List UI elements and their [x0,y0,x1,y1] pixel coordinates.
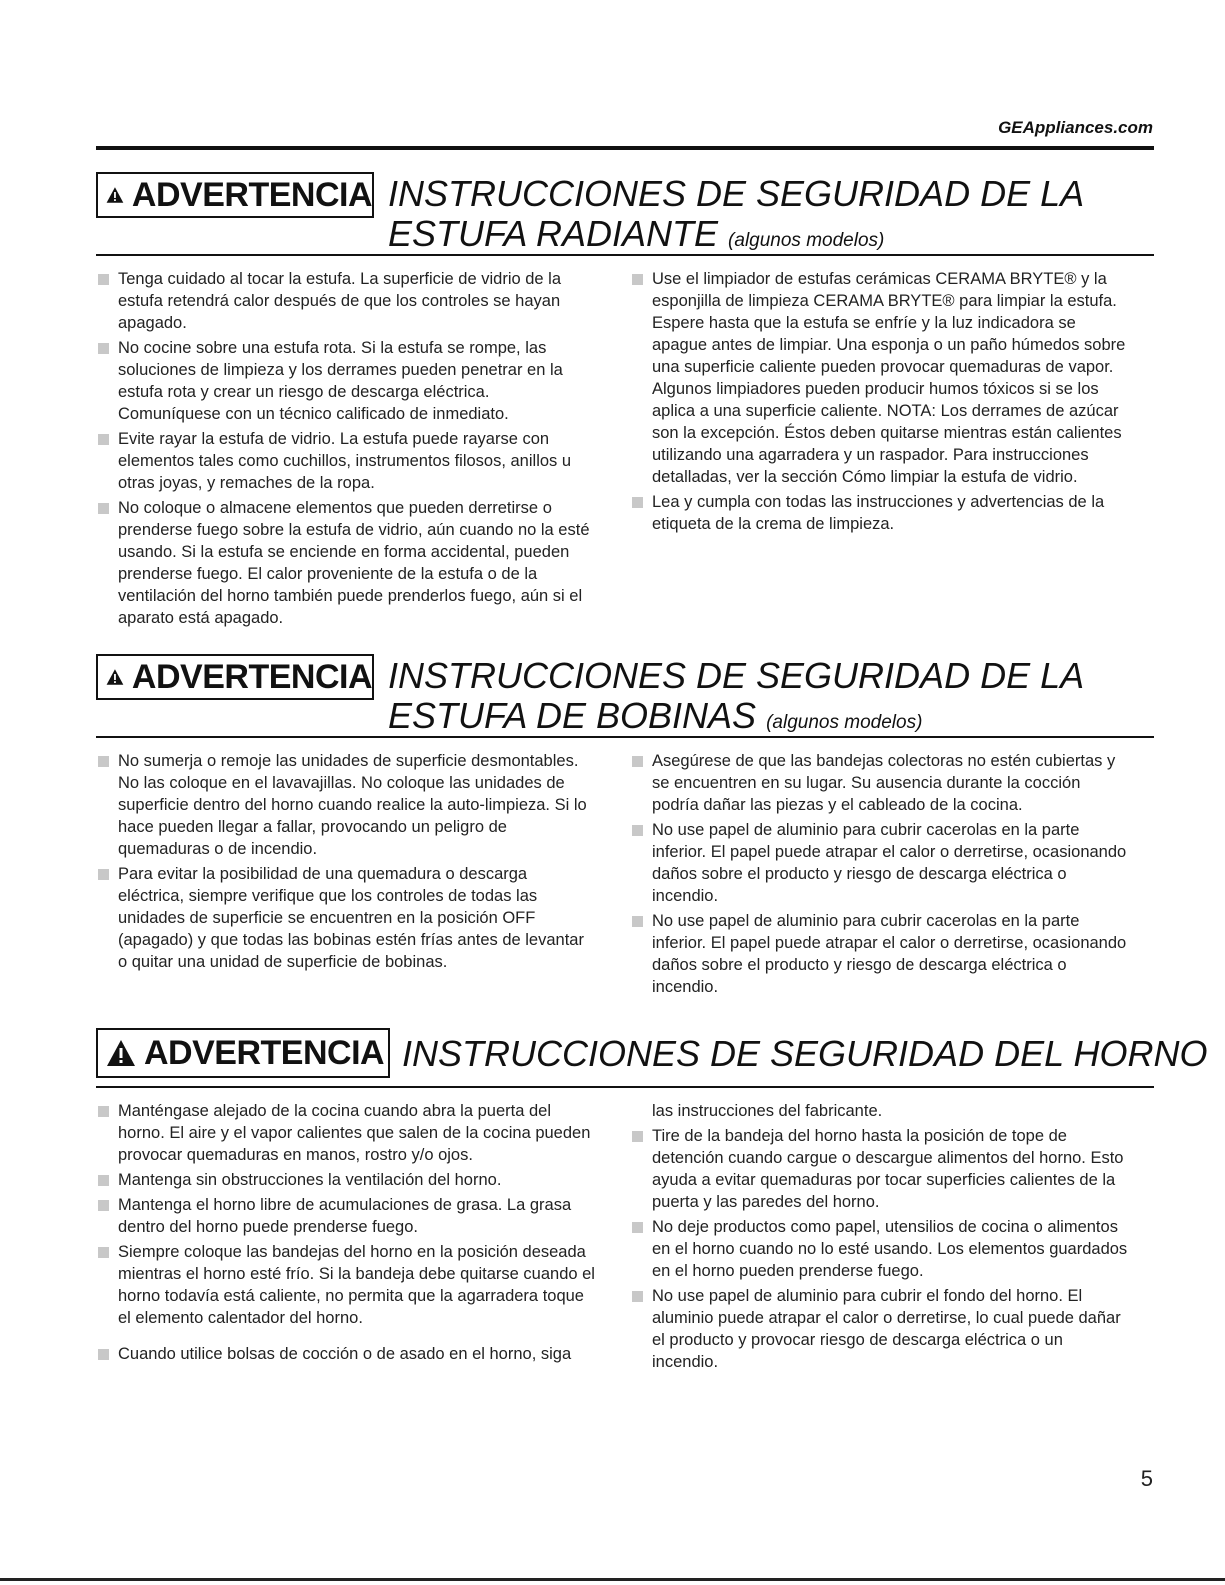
list-item: Use el limpiador de estufas cerámicas CERAMA BRYTE® y la esponjilla de limpieza CERAMA BRYTE® para limpiar la estufa. Espere hasta que la estufa se enfríe y la luz indicadora se apague antes de limpiar. Una esponja o un paño húmedos sobre una superficie caliente pueden provocar quemaduras de vapor. Algunos limpiadores pueden producir humos tóxicos si se los aplica a una superficie caliente. NOTA: Los derrames de azúcar son la excepción. Éstos deben quitarse mientras están calientes utilizando una agarradera y un raspador. Para instrucciones detalladas, ver la sección Cómo limpiar la estufa de vidrio. [630,268,1130,488]
bullet-icon [632,756,643,767]
bullet-icon [98,1200,109,1211]
warning-box [96,654,374,700]
site-url: GEAppliances.com [998,118,1153,137]
list-item: No cocine sobre una estufa rota. Si la estufa se rompe, las soluciones de limpieza y los derrames pueden penetrar en la estufa rota y crear un riesgo de descarga eléctrica. Comuníquese con un técnico calificado de inmediato. [96,337,596,425]
bullet-icon [98,274,109,285]
section-radiant [96,168,1154,638]
section-rule [96,254,1154,256]
bullet-icon [98,869,109,880]
section-coil [96,650,1154,1010]
bullet-icon [98,503,109,514]
warning-label: ADVERTENCIA [131,657,372,696]
list-item: Lea y cumpla con todas las instrucciones y advertencias de la etiqueta de la crema de limpieza. [630,491,1130,535]
section-rule [96,736,1154,738]
list-item: No use papel de aluminio para cubrir cacerolas en la parte inferior. El papel puede atrapar el calor o derretirse, ocasionando daños sobre el producto y riesgo de descarga eléctrica o incendio. [630,819,1130,907]
list-item: Siempre coloque las bandejas del horno en la posición deseada mientras el horno esté frío. Si la bandeja debe quitarse cuando el horno todavía está caliente, no permita que la agarradera toque el elemento calentador del horno. [96,1241,596,1329]
page-number: 5 [1140,1466,1153,1491]
section-oven [96,1026,1208,1426]
warning-label: ADVERTENCIA [131,175,372,214]
warning-triangle-icon [106,180,124,210]
bottom-rule [0,1578,1225,1581]
warning-triangle-icon [106,662,124,692]
warning-label: ADVERTENCIA [144,1033,385,1072]
top-rule [96,146,1154,150]
right-column [630,268,1130,538]
list-item: Manténgase alejado de la cocina cuando abra la puerta del horno. El aire y el vapor calientes que salen de la cocina pueden provocar quemaduras en manos, rostro y/o ojos. [96,1100,596,1166]
bullet-icon [98,343,109,354]
left-column [96,268,596,632]
bullet-icon [98,1349,109,1360]
list-item: Tire de la bandeja del horno hasta la posición de tope de detención cuando cargue o descargue alimentos del horno. Esto ayuda a evitar quemaduras por tocar superficies calientes de la puerta y las paredes del horno. [630,1125,1130,1213]
bullet-icon [98,756,109,767]
list-item: Cuando utilice bolsas de cocción o de asado en el horno, siga [96,1343,596,1365]
list-item: No sumerja o remoje las unidades de superficie desmontables. No las coloque en el lavavajillas. No coloque las unidades de superficie dentro del horno cuando realice la auto-limpieza. Si lo hace pueden llegar a fallar, provocando un peligro de quemaduras o de incendio. [96,750,596,860]
right-column [630,750,1130,1001]
left-column [96,1100,596,1368]
list-item: No coloque o almacene elementos que pueden derretirse o prenderse fuego sobre la estufa de vidrio, aún cuando no la esté usando. Si la estufa se enciende en forma accidental, pueden prenderse fuego. El calor proveniente de la estufa o de la ventilación del horno también puede prenderlos fuego, aún si el aparato está apagado. [96,497,596,629]
warning-triangle-icon [106,1038,136,1068]
list-item: Tenga cuidado al tocar la estufa. La superficie de vidrio de la estufa retendrá calor después de que los controles se hayan apagado. [96,268,596,334]
list-item: No use papel de aluminio para cubrir el fondo del horno. El aluminio puede atrapar el calor o derretirse, lo cual puede dañar el producto y provocar riesgo de descarga eléctrica o un incendio. [630,1285,1130,1373]
bullet-icon [632,1291,643,1302]
left-column [96,750,596,976]
bullet-icon [632,825,643,836]
section-rule [96,1086,1154,1088]
bullet-icon [632,274,643,285]
section-title: INSTRUCCIONES DE SEGURIDAD DE LA ESTUFA RADIANTE (algunos modelos) [388,173,1085,254]
bullet-icon [98,1175,109,1186]
bullet-icon [632,497,643,508]
bullet-icon [632,1131,643,1142]
bullet-icon [98,1106,109,1117]
list-item: Para evitar la posibilidad de una quemadura o descarga eléctrica, siempre verifique que los controles de todas las unidades de superficie se encuentren en la posición OFF (apagado) y que todas las bobinas estén frías antes de levantar o quitar una unidad de superficie de bobinas. [96,863,596,973]
list-item-continued: las instrucciones del fabricante. [652,1102,883,1120]
bullet-icon [632,1222,643,1233]
bullet-icon [98,434,109,445]
section-title: INSTRUCCIONES DE SEGURIDAD DEL HORNO [402,1033,1208,1074]
list-item: Evite rayar la estufa de vidrio. La estufa puede rayarse con elementos tales como cuchillos, instrumentos filosos, anillos u otras joyas, y remaches de la ropa. [96,428,596,494]
section-title: INSTRUCCIONES DE SEGURIDAD DE LA ESTUFA DE BOBINAS (algunos modelos) [388,655,1085,736]
list-item: No use papel de aluminio para cubrir cacerolas en la parte inferior. El papel puede atrapar el calor o derretirse, ocasionando daños sobre el producto y riesgo de descarga eléctrica o incendio. [630,910,1130,998]
list-item: Asegúrese de que las bandejas colectoras no estén cubiertas y se encuentren en su lugar. Su ausencia durante la cocción podría dañar las piezas y el cableado de la cocina. [630,750,1130,816]
warning-box [96,1028,390,1078]
bullet-icon [98,1247,109,1258]
list-item: Mantenga sin obstrucciones la ventilación del horno. [96,1169,596,1191]
list-item: No deje productos como papel, utensilios de cocina o alimentos en el horno cuando no lo esté usando. Los elementos guardados en el horno pueden prenderse fuego. [630,1216,1130,1282]
warning-box [96,172,374,218]
list-item: Mantenga el horno libre de acumulaciones de grasa. La grasa dentro del horno puede prenderse fuego. [96,1194,596,1238]
right-column [630,1100,1130,1376]
bullet-icon [632,916,643,927]
